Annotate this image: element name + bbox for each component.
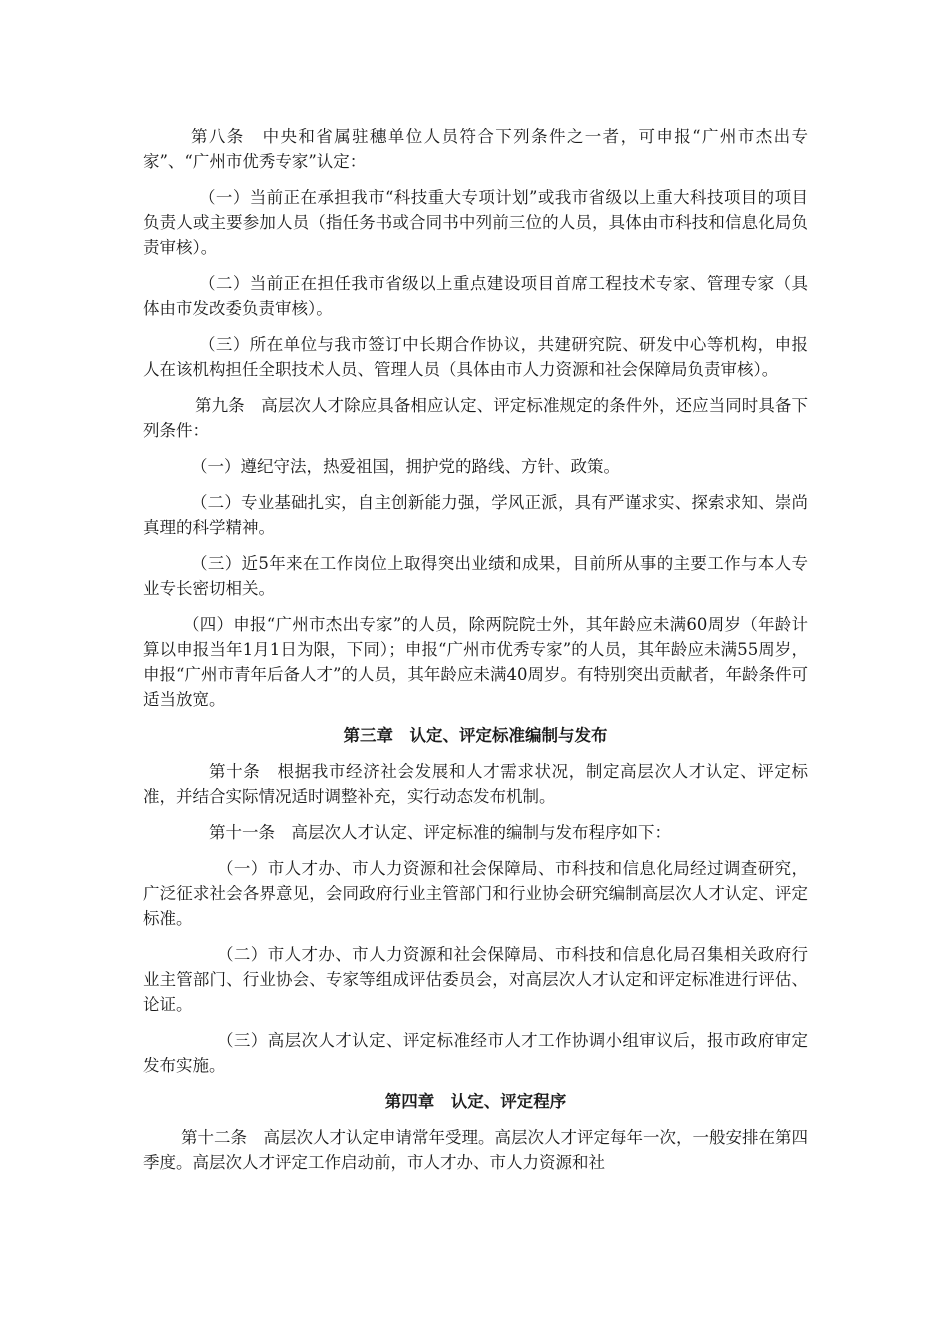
article-9: 第九条 高层次人才除应具备相应认定、评定标准规定的条件外，还应当同时具备下列条件： [143, 396, 808, 440]
chapter-3-heading: 第三章 认定、评定标准编制与发布 [343, 726, 608, 745]
article-9-item-3: （三）近5年来在工作岗位上取得突出业绩和成果，目前所从事的主要工作与本人专业专长密切相关。 [143, 554, 808, 598]
article-11: 第十一条 高层次人才认定、评定标准的编制与发布程序如下： [209, 823, 671, 842]
article-8-item-3: （三）所在单位与我市签订中长期合作协议，共建研究院、研发中心等机构，申报人在该机构担任全职技术人员、管理人员（具体由市人力资源和社会保障局负责审核）。 [143, 335, 808, 379]
article-9-item-4: （四）申报“广州市杰出专家”的人员，除两院院士外，其年龄应未满60周岁（年龄计算以申报当年1月1日为限，下同）；申报“广州市优秀专家”的人员，其年龄应未满55周岁，申报“广州市青年后备人才”的人员，其年龄应未满40周岁。有特别突出贡献者，年龄条件可适当放宽。 [143, 615, 808, 709]
document-page [143, 124, 808, 1186]
article-11-item-1: （一）市人才办、市人力资源和社会保障局、市科技和信息化局经过调查研究，广泛征求社会各界意见，会同政府行业主管部门和行业协会研究编制高层次人才认定、评定标准。 [143, 859, 808, 928]
article-11-item-2: （二）市人才办、市人力资源和社会保障局、市科技和信息化局召集相关政府行业主管部门、行业协会、专家等组成评估委员会，对高层次人才认定和评定标准进行评估、论证。 [143, 945, 808, 1014]
article-9-item-2: （二）专业基础扎实，自主创新能力强，学风正派，具有严谨求实、探索求知、崇尚真理的科学精神。 [143, 493, 808, 537]
article-10: 第十条 根据我市经济社会发展和人才需求状况，制定高层次人才认定、评定标准，并结合实际情况适时调整补充，实行动态发布机制。 [143, 762, 808, 806]
article-8-item-2: （二）当前正在担任我市省级以上重点建设项目首席工程技术专家、管理专家（具体由市发改委负责审核）。 [143, 274, 808, 318]
article-12: 第十二条 高层次人才认定申请常年受理。高层次人才评定每年一次，一般安排在第四季度。高层次人才评定工作启动前，市人才办、市人力资源和社 [143, 1128, 808, 1172]
article-8: 第八条 中央和省属驻穗单位人员符合下列条件之一者，可申报“广州市杰出专家”、“广州市优秀专家”认定： [143, 127, 808, 171]
chapter-4-heading: 第四章 认定、评定程序 [384, 1092, 567, 1111]
article-9-item-1: （一）遵纪守法，热爱祖国，拥护党的路线、方针、政策。 [191, 457, 620, 476]
article-11-item-3: （三）高层次人才认定、评定标准经市人才工作协调小组审议后，报市政府审定发布实施。 [143, 1031, 808, 1075]
article-8-item-1: （一）当前正在承担我市“科技重大专项计划”或我市省级以上重大科技项目的项目负责人或主要参加人员（指任务书或合同书中列前三位的人员，具体由市科技和信息化局负责审核）。 [143, 188, 808, 257]
